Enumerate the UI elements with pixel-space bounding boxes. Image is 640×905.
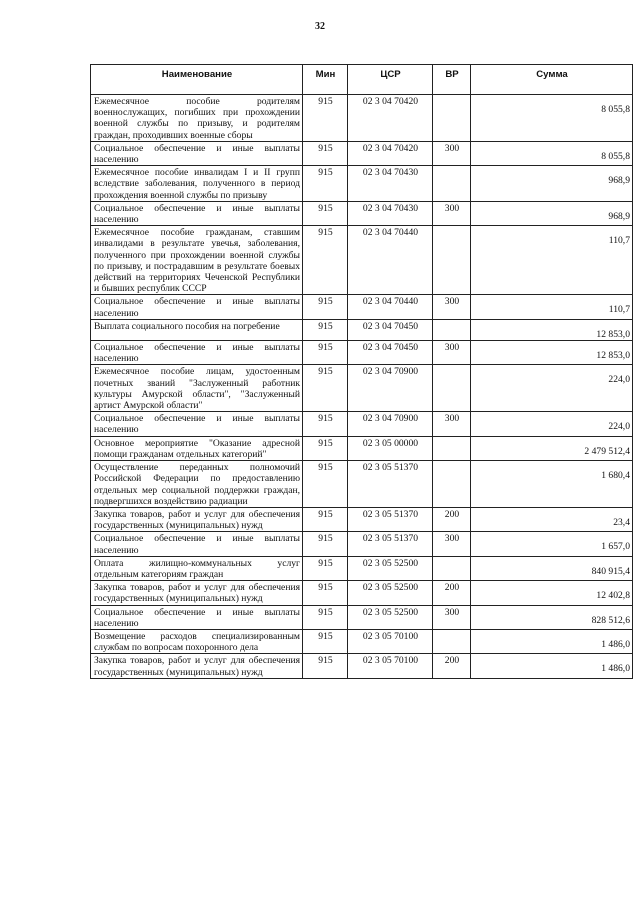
cell-sum — [471, 412, 633, 436]
sum-value: 1 486,0 — [601, 663, 630, 675]
cell-vr — [433, 556, 471, 580]
table-row — [91, 166, 633, 202]
cell-sum — [471, 654, 633, 678]
header-min: Мин — [303, 65, 348, 95]
cell-vr — [433, 365, 471, 412]
cell-sum — [471, 436, 633, 460]
cell-csr: 02 3 05 51370 — [348, 507, 433, 531]
header-csr: ЦСР — [348, 65, 433, 95]
header-name: Наименование — [91, 65, 303, 95]
cell-vr — [433, 226, 471, 295]
budget-table — [90, 64, 633, 679]
sum-value: 23,4 — [613, 516, 630, 528]
cell-csr: 02 3 05 52500 — [348, 605, 433, 629]
cell-csr: 02 3 05 00000 — [348, 436, 433, 460]
cell-csr: 02 3 04 70420 — [348, 95, 433, 142]
cell-vr — [433, 629, 471, 653]
sum-value: 2 479 512,4 — [584, 445, 630, 457]
cell-name: Выплата социального пособия на погребение — [91, 319, 303, 340]
sum-value: 1 486,0 — [601, 638, 630, 650]
sum-value: 8 055,8 — [601, 150, 630, 162]
cell-vr — [433, 461, 471, 508]
table-row — [91, 654, 633, 678]
table-row — [91, 365, 633, 412]
cell-min: 915 — [303, 365, 348, 412]
table-row — [91, 319, 633, 340]
cell-csr: 02 3 05 52500 — [348, 581, 433, 605]
cell-name: Ежемесячное пособие гражданам, ставшим инвалидами в результате увечья, заболевания, полученного при прохождении военной службы по призыву, и пострадавшим в результате боевых действий на территориях Чеченской Республики и бывших республик СССР — [91, 226, 303, 295]
cell-sum — [471, 319, 633, 340]
table-row — [91, 532, 633, 556]
cell-name: Возмещение расходов специализированным службам по вопросам похоронного дела — [91, 629, 303, 653]
sum-value: 12 853,0 — [596, 350, 630, 362]
cell-sum — [471, 532, 633, 556]
cell-vr: 200 — [433, 654, 471, 678]
cell-csr: 02 3 05 51370 — [348, 532, 433, 556]
cell-min: 915 — [303, 295, 348, 319]
sum-value: 8 055,8 — [601, 104, 630, 115]
page-number: 32 — [315, 21, 325, 32]
cell-csr: 02 3 04 70440 — [348, 295, 433, 319]
cell-vr: 200 — [433, 507, 471, 531]
cell-name: Социальное обеспечение и иные выплаты населению — [91, 295, 303, 319]
table-row — [91, 95, 633, 142]
cell-sum — [471, 95, 633, 142]
cell-vr: 300 — [433, 341, 471, 365]
header-vr: ВР — [433, 65, 471, 95]
sum-value: 110,7 — [608, 235, 630, 247]
cell-sum — [471, 507, 633, 531]
cell-csr: 02 3 04 70450 — [348, 319, 433, 340]
cell-vr: 300 — [433, 412, 471, 436]
cell-sum — [471, 605, 633, 629]
table-row — [91, 581, 633, 605]
table-row — [91, 412, 633, 436]
cell-sum — [471, 201, 633, 225]
cell-vr — [433, 319, 471, 340]
cell-name: Закупка товаров, работ и услуг для обеспечения государственных (муниципальных) нужд — [91, 581, 303, 605]
cell-vr: 300 — [433, 295, 471, 319]
table-body — [91, 95, 633, 679]
cell-name: Социальное обеспечение и иные выплаты населению — [91, 412, 303, 436]
sum-value: 840 915,4 — [591, 565, 630, 577]
cell-csr: 02 3 04 70900 — [348, 365, 433, 412]
sum-value: 110,7 — [608, 304, 630, 316]
sum-value: 968,9 — [608, 210, 630, 222]
cell-name: Оплата жилищно-коммунальных услуг отдельным категориям граждан — [91, 556, 303, 580]
cell-name: Социальное обеспечение и иные выплаты населению — [91, 341, 303, 365]
cell-name: Закупка товаров, работ и услуг для обеспечения государственных (муниципальных) нужд — [91, 507, 303, 531]
cell-name: Ежемесячное пособие родителям военнослужащих, погибших при прохождении военной службы по призыву, и родителям граждан, проходивших военные сборы — [91, 95, 303, 142]
cell-min: 915 — [303, 654, 348, 678]
sum-value: 1 657,0 — [601, 541, 630, 553]
cell-csr: 02 3 04 70900 — [348, 412, 433, 436]
sum-value: 224,0 — [608, 421, 630, 433]
cell-min: 915 — [303, 141, 348, 165]
cell-vr: 200 — [433, 581, 471, 605]
cell-name: Ежемесячное пособие инвалидам I и II групп вследствие заболевания, полученного в период прохождения военной службы по призыву — [91, 166, 303, 202]
cell-min: 915 — [303, 581, 348, 605]
cell-sum — [471, 461, 633, 508]
cell-min: 915 — [303, 436, 348, 460]
cell-csr: 02 3 04 70430 — [348, 201, 433, 225]
cell-csr: 02 3 04 70420 — [348, 141, 433, 165]
cell-min: 915 — [303, 532, 348, 556]
cell-name: Основное мероприятие "Оказание адресной помощи гражданам отдельных категорий" — [91, 436, 303, 460]
cell-min: 915 — [303, 461, 348, 508]
table-row — [91, 141, 633, 165]
cell-min: 915 — [303, 201, 348, 225]
table-row — [91, 341, 633, 365]
cell-min: 915 — [303, 507, 348, 531]
table-row — [91, 436, 633, 460]
cell-name: Социальное обеспечение и иные выплаты населению — [91, 532, 303, 556]
cell-csr: 02 3 04 70450 — [348, 341, 433, 365]
cell-vr: 300 — [433, 605, 471, 629]
cell-vr: 300 — [433, 141, 471, 165]
sum-value: 1 680,4 — [601, 470, 630, 482]
cell-csr: 02 3 05 70100 — [348, 629, 433, 653]
cell-sum — [471, 295, 633, 319]
table-row — [91, 629, 633, 653]
cell-csr: 02 3 04 70440 — [348, 226, 433, 295]
header-sum: Сумма — [471, 65, 633, 95]
table-row — [91, 461, 633, 508]
cell-csr: 02 3 05 51370 — [348, 461, 433, 508]
cell-name: Осуществление переданных полномочий Российской Федерации по предоставлению отдельных мер социальной поддержки граждан, подвергшихся воздействию радиации — [91, 461, 303, 508]
cell-vr: 300 — [433, 201, 471, 225]
cell-sum — [471, 141, 633, 165]
cell-csr: 02 3 05 52500 — [348, 556, 433, 580]
table-row — [91, 507, 633, 531]
cell-vr — [433, 436, 471, 460]
cell-sum — [471, 629, 633, 653]
cell-min: 915 — [303, 166, 348, 202]
cell-vr: 300 — [433, 532, 471, 556]
cell-min: 915 — [303, 319, 348, 340]
table-row — [91, 295, 633, 319]
cell-min: 915 — [303, 95, 348, 142]
table-row — [91, 226, 633, 295]
cell-min: 915 — [303, 556, 348, 580]
cell-name: Закупка товаров, работ и услуг для обеспечения государственных (муниципальных) нужд — [91, 654, 303, 678]
sum-value: 12 853,0 — [596, 328, 630, 340]
cell-min: 915 — [303, 629, 348, 653]
sum-value: 828 512,6 — [591, 614, 630, 626]
table-row — [91, 556, 633, 580]
cell-sum — [471, 226, 633, 295]
cell-min: 915 — [303, 412, 348, 436]
cell-vr — [433, 166, 471, 202]
cell-min: 915 — [303, 341, 348, 365]
cell-name: Социальное обеспечение и иные выплаты населению — [91, 201, 303, 225]
sum-value: 12 402,8 — [596, 590, 630, 602]
table-row — [91, 201, 633, 225]
cell-sum — [471, 166, 633, 202]
cell-min: 915 — [303, 226, 348, 295]
cell-name: Социальное обеспечение и иные выплаты населению — [91, 141, 303, 165]
cell-csr: 02 3 04 70430 — [348, 166, 433, 202]
cell-vr — [433, 95, 471, 142]
sum-value: 224,0 — [608, 374, 630, 386]
cell-sum — [471, 556, 633, 580]
cell-csr: 02 3 05 70100 — [348, 654, 433, 678]
table-row — [91, 605, 633, 629]
table-header-row — [91, 65, 633, 95]
cell-sum — [471, 581, 633, 605]
cell-min: 915 — [303, 605, 348, 629]
cell-sum — [471, 341, 633, 365]
cell-sum — [471, 365, 633, 412]
cell-name: Социальное обеспечение и иные выплаты населению — [91, 605, 303, 629]
cell-name: Ежемесячное пособие лицам, удостоенным почетных званий "Заслуженный работник культуры Амурской области", "Заслуженный артист Амурской области" — [91, 365, 303, 412]
sum-value: 968,9 — [608, 175, 630, 187]
